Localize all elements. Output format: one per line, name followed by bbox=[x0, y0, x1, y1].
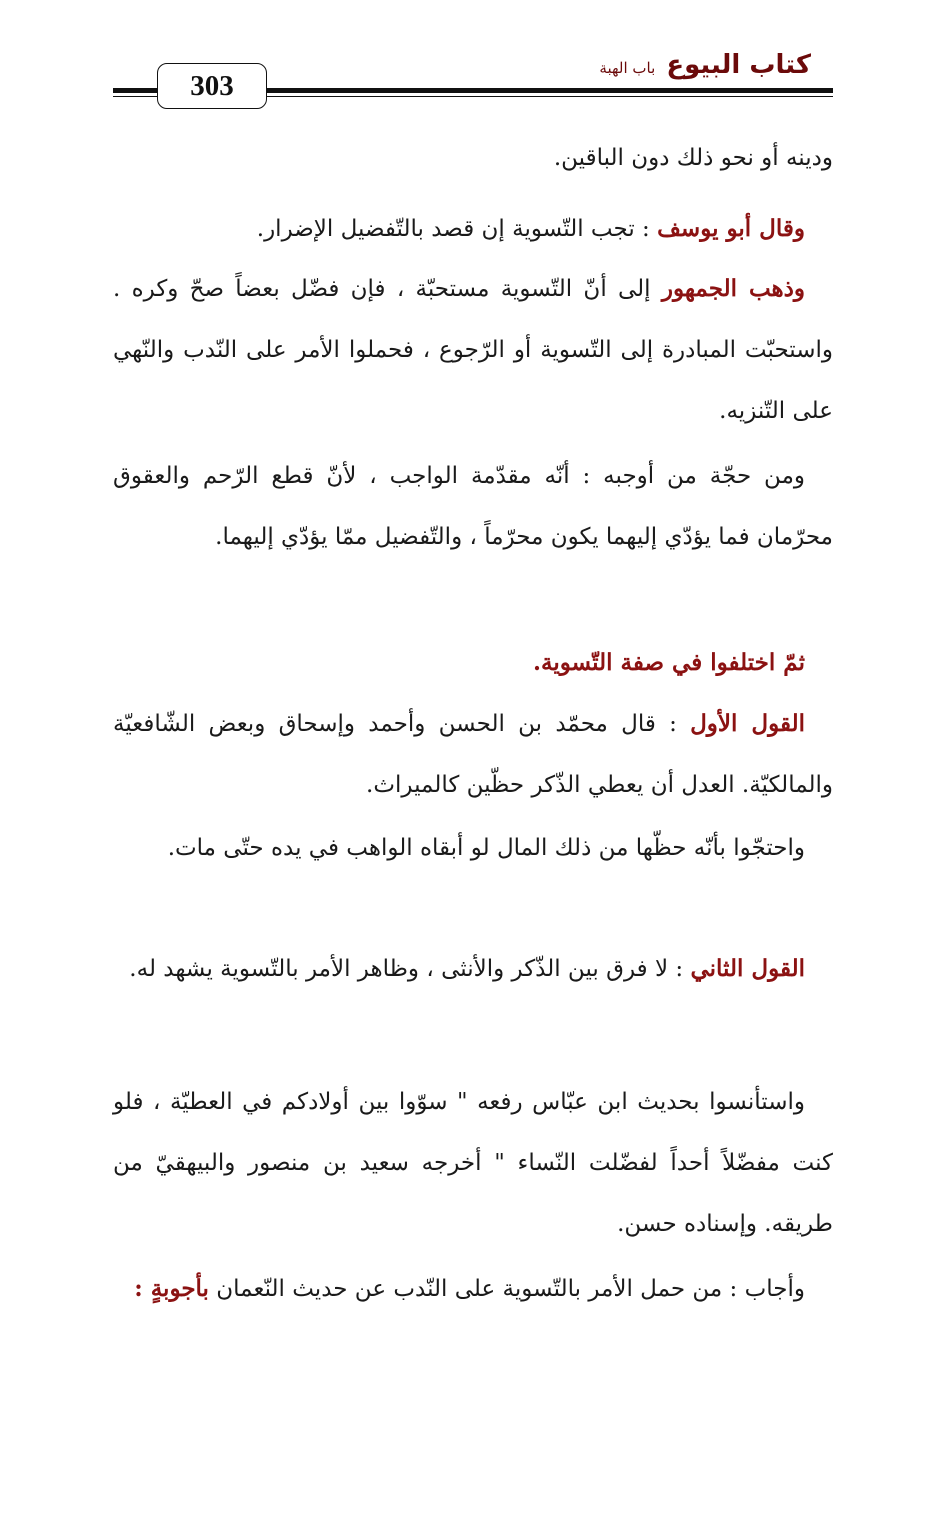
paragraph-tail: بأجوبةٍ : bbox=[134, 1275, 209, 1302]
paragraph-1: ودينه أو نحو ذلك دون الباقين. bbox=[553, 145, 833, 171]
paragraph-5 bbox=[113, 632, 833, 694]
paragraph-lead: ثمّ اختلفوا في صفة التّسوية. bbox=[533, 649, 805, 676]
paragraph-7: واحتجّوا بأنّه حظّها من ذلك المال لو أبقاه الواهب في يده حتّى مات. bbox=[167, 835, 805, 861]
paragraph-4: ومن حجّة من أوجبه : أنّه مقدّمة الواجب ، لأنّ قطع الرّحم والعقوق محرّمان فما يؤدّي إليهما يكون محرّماً ، والتّفضيل ممّا يؤدّي إليهما. bbox=[113, 463, 833, 550]
page-header bbox=[113, 50, 833, 110]
paragraph-9: واستأنسوا بحديث ابن عبّاس رفعه " سوّوا بين أولادكم في العطيّة ، فلو كنت مفضّلاً أحداً لفضّلت النّساء " أخرجه سعيد بن منصور والبيهقيّ من طريقه. وإسناده حسن. bbox=[113, 1089, 833, 1237]
paragraph-lead: القول الثاني bbox=[690, 955, 805, 982]
paragraph-10: وأجاب : من حمل الأمر بالتّسوية على النّدب عن حديث النّعمان بأجوبةٍ : bbox=[134, 1275, 805, 1302]
paragraph-2: وقال أبو يوسف : تجب التّسوية إن قصد بالتّفضيل الإضرار. bbox=[256, 215, 805, 242]
page-number: 303 bbox=[157, 63, 267, 109]
section-title: باب الهبة bbox=[599, 59, 656, 77]
running-head bbox=[599, 50, 811, 80]
paragraph-3: وذهب الجمهور إلى أنّ التّسوية مستحبّة ، فإن فضّل بعضاً صحّ وكره . واستحبّت المبادرة إلى التّسوية أو الرّجوع ، فحملوا الأمر على النّدب والنّهي على التّنزيه. bbox=[113, 275, 833, 424]
paragraph-6: القول الأول : قال محمّد بن الحسن وأحمد وإسحاق وبعض الشّافعيّة والمالكيّة. العدل أن يعطي الذّكر حظّين كالميراث. bbox=[113, 710, 833, 798]
book-title: كتاب البيوع bbox=[666, 50, 811, 80]
paragraph-lead: القول الأول bbox=[690, 710, 805, 737]
paragraph-8: القول الثاني : لا فرق بين الذّكر والأنثى ، وظاهر الأمر بالتّسوية يشهد له. bbox=[129, 955, 805, 982]
paragraph-lead: وذهب الجمهور bbox=[661, 275, 806, 302]
paragraph-lead: وقال أبو يوسف bbox=[657, 215, 805, 242]
